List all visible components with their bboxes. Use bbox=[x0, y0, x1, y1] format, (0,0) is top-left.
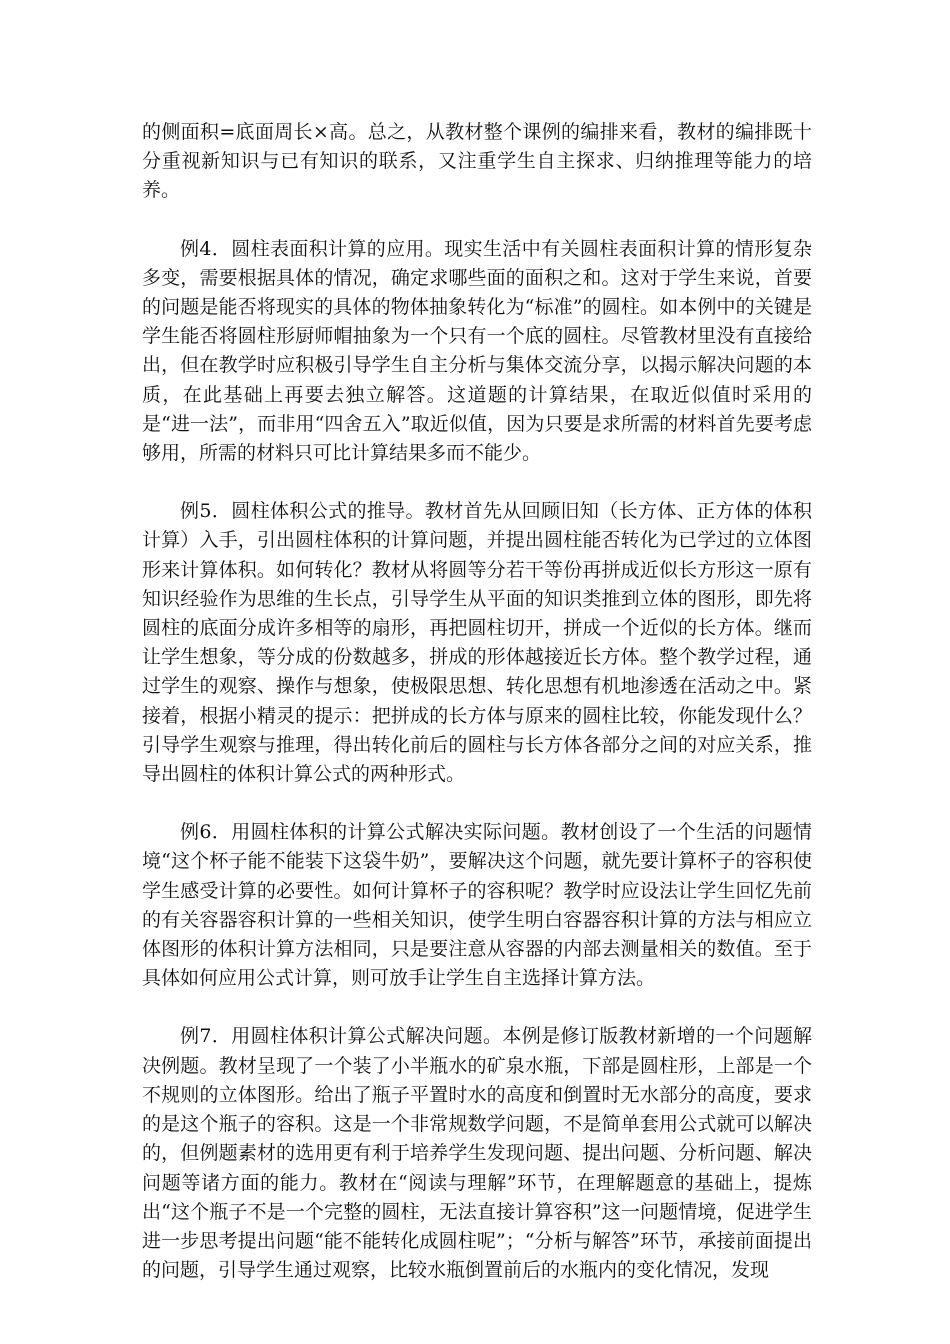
paragraph-example-6: 例6．用圆柱体积的计算公式解决实际问题。教材创设了一个生活的问题情境“这个杯子能不能装下这袋牛奶”，要解决这个问题，就先要计算杯子的容积使学生感受计算的必要性。如何计算杯子的容积呢？教学时应设法让学生回忆先前的有关容器容积计算的一些相关知识，使学生明白容器容积计算的方法与相应立体图形的体积计算方法相同，只是要注意从容器的内部去测量相关的数值。至于具体如何应用公式计算，则可放手让学生自主选择计算方法。 bbox=[142, 821, 812, 990]
paragraph-example-5: 例5．圆柱体积公式的推导。教材首先从回顾旧知（长方体、正方体的体积计算）入手，引出圆柱体积的计算问题，并提出圆柱能否转化为已学过的立体图形来计算体积。如何转化？教材从将圆等分若干等份再拼成近似长方形这一原有知识经验作为思维的生长点，引导学生从平面的知识类推到立体的图形，即先将圆柱的底面分成许多相等的扇形，再把圆柱切开，拼成一个近似的长方体。继而让学生想象，等分成的份数越多，拼成的形体越接近长方体。整个教学过程，通过学生的观察、操作与想象，使极限思想、转化思想有机地渗透在活动之中。紧接着，根据小精灵的提示：把拼成的长方体与原来的圆柱比较，你能发现什么？引导学生观察与推理，得出转化前后的圆柱与长方体各部分之间的对应关系，推导出圆柱的体积计算公式的两种形式。 bbox=[142, 500, 812, 786]
paragraph-continuation: 的侧面积=底面周长×高。总之，从教材整个课例的编排来看，教材的编排既十分重视新知识与已有知识的联系，又注重学生自主探求、归纳推理等能力的培养。 bbox=[142, 121, 812, 202]
paragraph-example-4: 例4．圆柱表面积计算的应用。现实生活中有关圆柱表面积计算的情形复杂多变，需要根据具体的情况，确定求哪些面的面积之和。这对于学生来说，首要的问题是能否将现实的具体的物体抽象转化为“标准”的圆柱。如本例中的关键是学生能否将圆柱形厨师帽抽象为一个只有一个底的圆柱。尽管教材里没有直接给出，但在教学时应积极引导学生自主分析与集体交流分享，以揭示解决问题的本质，在此基础上再要去独立解答。这道题的计算结果，在取近似值时采用的是“进一法”，而非用“四舍五入”取近似值，因为只要是求所需的材料首先要考虑够用，所需的材料只可比计算结果多而不能少。 bbox=[142, 237, 812, 465]
paragraph-example-7: 例7．用圆柱体积计算公式解决问题。本例是修订版教材新增的一个问题解决例题。教材呈现了一个装了小半瓶水的矿泉水瓶，下部是圆柱形，上部是一个不规则的立体图形。给出了瓶子平置时水的高度和倒置时无水部分的高度，要求的是这个瓶子的容积。这是一个非常规数学问题，不是简单套用公式就可以解决的，但例题素材的选用更有利于培养学生发现问题、提出问题、分析问题、解决问题等诸方面的能力。教材在“阅读与理解”环节，在理解题意的基础上，提炼出“这个瓶子不是一个完整的圆柱，无法直接计算容积”这一问题情境，促进学生进一步思考提出问题“能不能转化成圆柱呢”；“分析与解答”环节，承接前面提出的问题，引导学生通过观察，比较水瓶倒置前后的水瓶内的变化情况，发现 bbox=[142, 1025, 812, 1282]
document-body bbox=[142, 118, 812, 1314]
